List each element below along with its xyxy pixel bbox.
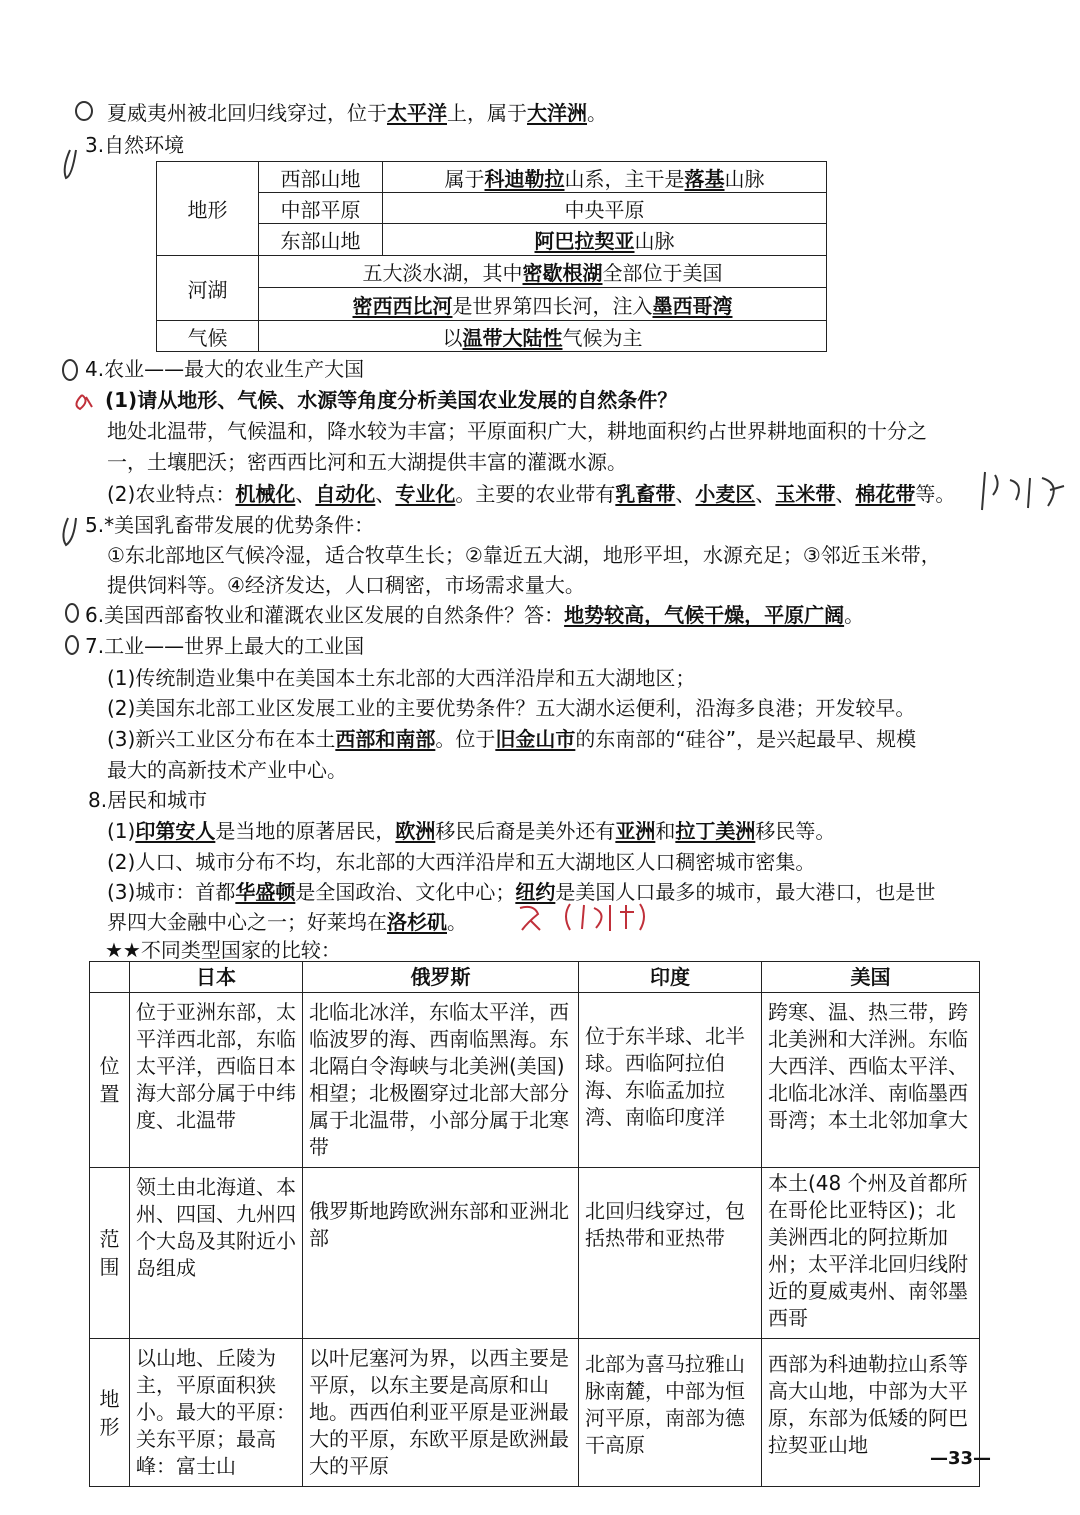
check-circle-mark xyxy=(76,102,92,120)
lakes-value: 五大淡水湖，其中密歇根湖全部位于美国 xyxy=(259,256,827,288)
header-india: 印度 xyxy=(579,962,762,993)
climate-label: 气候 xyxy=(157,321,259,352)
section-4-heading: 4.农业——最大的农业生产大国 xyxy=(85,357,365,381)
hawaii-line: 夏威夷州被北回归线穿过，位于太平洋上，属于大洋洲。 xyxy=(107,101,607,125)
cell-india-terrain: 北部为喜马拉雅山脉南麓，中部为恒河平原，南部为德干高原 xyxy=(579,1339,762,1487)
page-number: —33— xyxy=(930,1448,992,1469)
cell-japan-terrain: 以山地、丘陵为主，平原面积狭小。最大的平原：关东平原；最高峰：富士山 xyxy=(130,1339,303,1487)
east-label: 东部山地 xyxy=(259,224,383,256)
cell-russia-location: 北临北冰洋，东临太平洋，西临波罗的海、西南临黑海。东北隔白令海峡与北美洲(美国)相望；北极圈穿过北部大部分属于北温带，小部分属于北寒带 xyxy=(303,993,579,1168)
cell-india-location: 位于东半球、北半球。西临阿拉伯海、东临孟加拉湾、南临印度洋 xyxy=(579,993,762,1168)
residents-3: (3)城市：首都华盛顿是全国政治、文化中心；纽约是美国人口最多的城市，最大港口，也是世 xyxy=(107,880,936,904)
west-label: 西部山地 xyxy=(259,162,383,193)
section-8-heading: 8.居民和城市 xyxy=(88,788,208,812)
check-circle-mark xyxy=(66,604,78,622)
cell-japan-location: 位于亚洲东部，太平洋西北部，东临太平洋，西临日本海大部分属于中纬度、北温带 xyxy=(130,993,303,1168)
agriculture-features: (2)农业特点：机械化、自动化、专业化。主要的农业带有乳畜带、小麦区、玉米带、棉花带等。 xyxy=(107,482,956,506)
industry-3: (3)新兴工业区分布在本土西部和南部。位于旧金山市的东南部的“硅谷”，是兴起最早、规模 xyxy=(107,727,917,751)
answer-1-line-1: 地处北温带，气候温和，降水较为丰富；平原面积广大，耕地面积约占世界耕地面积的十分之 xyxy=(107,419,927,443)
answer-5-line-1: ①东北部地区气候冷湿，适合牧草生长；②靠近五大湖，地形平坦，水源充足；③邻近玉米带， xyxy=(107,543,941,567)
handwritten-note-cotton xyxy=(982,472,1064,510)
section-3-heading: 3.自然环境 xyxy=(85,133,185,157)
west-value: 属于科迪勒拉山系，主干是落基山脉 xyxy=(383,162,827,193)
cell-usa-location: 跨寒、温、热三带，跨北美洲和大洋洲。东临大西洋、西临太平洋、北临北冰洋、南临墨西哥湾；本土北邻加拿大 xyxy=(762,993,980,1168)
question-1: (1)请从地形、气候、水源等角度分析美国农业发展的自然条件？ xyxy=(105,388,678,412)
row-label-extent: 范 围 xyxy=(90,1168,130,1339)
residents-1: (1)印第安人是当地的原著居民，欧洲移民后裔是美外还有亚洲和拉丁美洲移民等。 xyxy=(107,819,836,843)
header-russia: 俄罗斯 xyxy=(303,962,579,993)
cell-usa-terrain: 西部为科迪勒拉山系等高大山地，中部为大平原，东部为低矮的阿巴拉契亚山地 xyxy=(762,1339,980,1487)
cell-usa-extent: 本土(48 个州及首都所在哥伦比亚特区)；北美洲西北的阿拉斯加州；太平洋北回归线附近的夏威夷州、南邻墨西哥 xyxy=(762,1168,980,1339)
header-empty xyxy=(90,962,130,993)
cell-russia-extent: 俄罗斯地跨欧洲东部和亚洲北部 xyxy=(303,1168,579,1339)
climate-value: 以温带大陆性气候为主 xyxy=(259,321,827,352)
cell-india-extent: 北回归线穿过，包括热带和亚热带 xyxy=(579,1168,762,1339)
header-usa: 美国 xyxy=(762,962,980,993)
check-circle-mark xyxy=(63,360,77,380)
cell-japan-extent: 领土由北海道、本州、四国、九州四个大岛及其附近小岛组成 xyxy=(130,1168,303,1339)
central-value: 中央平原 xyxy=(383,193,827,224)
section-6: 6.美国西部畜牧业和灌溉农业区发展的自然条件？答：地势较高，气候干燥，平原广阔。 xyxy=(85,603,865,627)
row-label-terrain: 地 形 xyxy=(90,1339,130,1487)
natural-environment-table xyxy=(156,161,827,352)
residents-2: (2)人口、城市分布不均，东北部的大西洋沿岸和五大湖地区人口稠密城市密集。 xyxy=(107,850,816,874)
industry-3-cont: 最大的高新技术产业中心。 xyxy=(107,758,347,782)
industry-1: (1)传统制造业集中在美国本土东北部的大西洋沿岸和五大湖地区； xyxy=(107,666,696,690)
terrain-label: 地形 xyxy=(157,162,259,256)
check-mark xyxy=(65,150,76,178)
east-value: 阿巴拉契亚山脉 xyxy=(383,224,827,256)
compare-title: ★★不同类型国家的比较： xyxy=(105,938,341,962)
star-mark xyxy=(76,395,92,409)
row-label-location: 位 置 xyxy=(90,993,130,1168)
check-circle-mark xyxy=(66,636,78,654)
mississippi-value: 密西西比河是世界第四长河，注入墨西哥湾 xyxy=(259,288,827,321)
answer-1-line-2: 一，土壤肥沃；密西西比河和五大湖提供丰富的灌溉水源。 xyxy=(107,450,627,474)
residents-3-cont: 界四大金融中心之一；好莱坞在洛杉矶。 xyxy=(107,910,467,934)
section-5-heading: 5.*美国乳畜带发展的优势条件： xyxy=(85,513,375,537)
industry-2: (2)美国东北部工业区发展工业的主要优势条件？五大湖水运便利，沿海多良港；开发较早。 xyxy=(107,696,916,720)
handwritten-note-sanfrancisco xyxy=(520,904,644,931)
rivers-label: 河湖 xyxy=(157,256,259,321)
cell-russia-terrain: 以叶尼塞河为界，以西主要是平原，以东主要是高原和山地。西西伯利亚平原是亚洲最大的平原，东欧平原是欧洲最大的平原 xyxy=(303,1339,579,1487)
check-mark xyxy=(63,518,76,545)
country-comparison-table xyxy=(89,961,980,1487)
section-7-heading: 7.工业——世界上最大的工业国 xyxy=(85,634,365,658)
answer-5-line-2: 提供饲料等。④经济发达，人口稠密，市场需求量大。 xyxy=(107,573,585,597)
central-label: 中部平原 xyxy=(259,193,383,224)
header-japan: 日本 xyxy=(130,962,303,993)
